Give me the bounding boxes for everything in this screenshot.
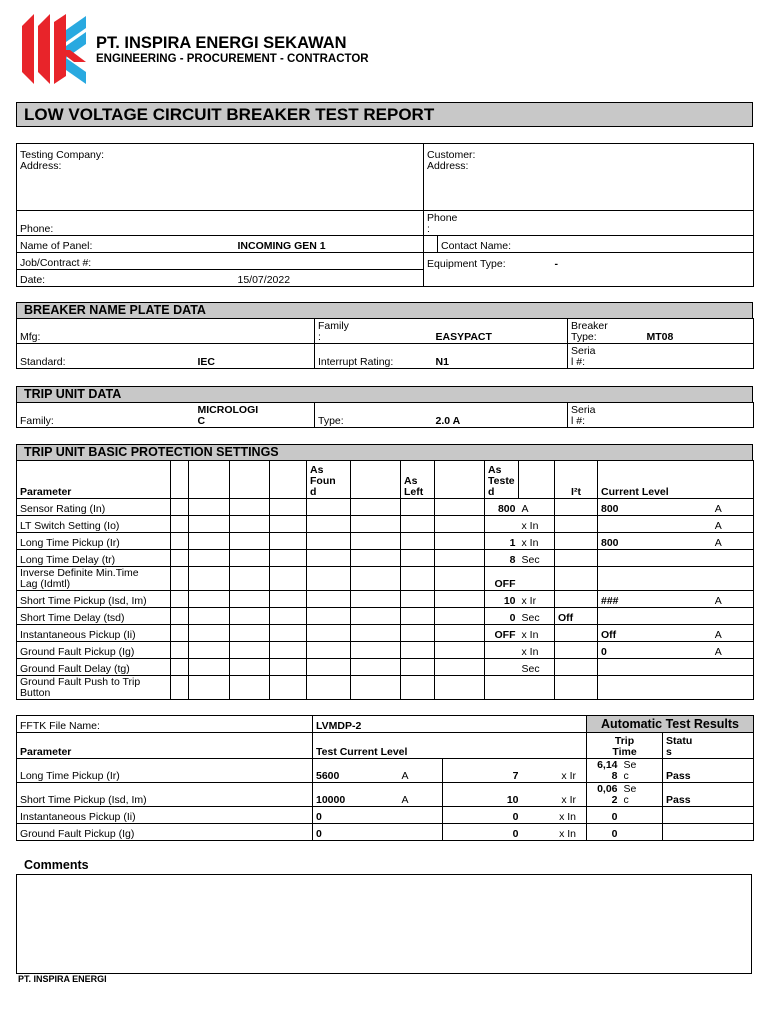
trip-serial-label: Seria l #: xyxy=(568,403,644,428)
empty-cell xyxy=(435,642,485,659)
empty-cell xyxy=(230,608,270,625)
customer-address-label: Address: xyxy=(424,161,754,211)
result-multiple: 10 xyxy=(443,783,527,807)
empty-cell xyxy=(230,550,270,567)
setting-current-unit: A xyxy=(684,591,754,608)
setting-i2t xyxy=(555,625,598,642)
family-label: Family : xyxy=(315,319,433,344)
footer-text: PT. INSPIRA ENERGI xyxy=(18,974,107,984)
setting-i2t xyxy=(555,642,598,659)
settings-row xyxy=(17,533,754,550)
empty-cell xyxy=(189,608,230,625)
result-current: 10000 xyxy=(313,783,399,807)
setting-current-level: Off xyxy=(598,625,684,642)
setting-unit: Sec xyxy=(519,550,555,567)
empty-cell xyxy=(401,550,435,567)
testing-company-label: Testing Company: xyxy=(17,144,424,161)
result-trip-unit: Se c xyxy=(621,759,663,783)
setting-current-unit: A xyxy=(684,533,754,550)
result-multiple-unit: x Ir xyxy=(527,759,587,783)
settings-section-title: TRIP UNIT BASIC PROTECTION SETTINGS xyxy=(16,444,753,461)
setting-unit: x Ir xyxy=(519,591,555,608)
empty-cell xyxy=(351,625,401,642)
date-value: 15/07/2022 xyxy=(235,270,424,287)
empty-cell xyxy=(435,676,485,700)
empty-cell xyxy=(230,659,270,676)
empty-cell xyxy=(401,625,435,642)
automatic-results-title: Automatic Test Results xyxy=(587,716,754,733)
company-name: PT. INSPIRA ENERGI SEKAWAN xyxy=(96,34,347,52)
setting-as-tested: 800 xyxy=(485,499,519,516)
general-info-table xyxy=(16,143,754,287)
setting-current-unit: A xyxy=(684,625,754,642)
result-current-unit xyxy=(399,824,443,841)
result-parameter: Instantaneous Pickup (Ii) xyxy=(17,807,313,824)
settings-row xyxy=(17,676,754,700)
result-current: 0 xyxy=(313,824,399,841)
results-header-current-level: Test Current Level xyxy=(313,733,587,759)
empty-cell xyxy=(171,516,189,533)
setting-current-level: 800 xyxy=(598,533,684,550)
setting-as-tested: 8 xyxy=(485,550,519,567)
setting-as-tested: 1 xyxy=(485,533,519,550)
results-header-trip-time: Trip Time xyxy=(587,733,663,759)
settings-header-as-left: As Left xyxy=(401,461,435,499)
empty-cell xyxy=(171,676,189,700)
settings-header-parameter: Parameter xyxy=(17,461,171,499)
setting-name: Instantaneous Pickup (Ii) xyxy=(17,625,171,642)
setting-as-tested: 10 xyxy=(485,591,519,608)
customer-label: Customer: xyxy=(424,144,754,161)
empty-cell xyxy=(230,625,270,642)
empty-cell xyxy=(351,499,401,516)
empty-cell xyxy=(171,591,189,608)
nameplate-section-title: BREAKER NAME PLATE DATA xyxy=(16,302,753,319)
comments-box[interactable] xyxy=(16,874,752,974)
standard-label: Standard: xyxy=(17,344,195,369)
empty-cell xyxy=(307,567,351,591)
interrupt-rating-value: N1 xyxy=(433,344,568,369)
result-parameter: Short Time Pickup (Isd, Im) xyxy=(17,783,313,807)
setting-as-tested: OFF xyxy=(485,625,519,642)
setting-unit: Sec xyxy=(519,608,555,625)
breaker-type-label: Breaker Type: xyxy=(568,319,644,344)
panel-name-label: Name of Panel: xyxy=(17,236,235,253)
empty-cell xyxy=(270,550,307,567)
empty-cell xyxy=(171,567,189,591)
empty-cell xyxy=(270,676,307,700)
empty-cell xyxy=(270,625,307,642)
result-status: Pass xyxy=(663,783,754,807)
trip-type-label: Type: xyxy=(315,403,433,428)
setting-as-tested xyxy=(485,676,519,700)
result-trip-time: 0 xyxy=(587,807,621,824)
setting-i2t xyxy=(555,567,598,591)
trip-unit-section-title: TRIP UNIT DATA xyxy=(16,386,753,403)
setting-name: Ground Fault Delay (tg) xyxy=(17,659,171,676)
empty-cell xyxy=(230,676,270,700)
empty-cell xyxy=(351,676,401,700)
setting-name: Sensor Rating (In) xyxy=(17,499,171,516)
empty-cell xyxy=(351,567,401,591)
empty-cell xyxy=(307,625,351,642)
contact-name-label: Contact Name: xyxy=(438,236,754,253)
setting-unit: A xyxy=(519,499,555,516)
result-current: 0 xyxy=(313,807,399,824)
empty-cell xyxy=(351,659,401,676)
setting-unit: x In xyxy=(519,642,555,659)
setting-current-unit: A xyxy=(684,516,754,533)
settings-row xyxy=(17,516,754,533)
settings-row xyxy=(17,550,754,567)
empty-cell xyxy=(270,659,307,676)
company-logo xyxy=(20,14,90,84)
setting-name: Short Time Delay (tsd) xyxy=(17,608,171,625)
empty-cell xyxy=(307,608,351,625)
settings-row xyxy=(17,499,754,516)
setting-name: Short Time Pickup (Isd, Im) xyxy=(17,591,171,608)
mfg-label: Mfg: xyxy=(17,319,195,344)
setting-i2t xyxy=(555,550,598,567)
setting-i2t: Off xyxy=(555,608,598,625)
setting-name: Long Time Pickup (Ir) xyxy=(17,533,171,550)
empty-cell xyxy=(189,642,230,659)
setting-current-unit xyxy=(684,567,754,591)
results-header-status: Statu s xyxy=(663,733,754,759)
empty-cell xyxy=(401,608,435,625)
setting-current-unit: A xyxy=(684,642,754,659)
empty-cell xyxy=(230,642,270,659)
empty-cell xyxy=(270,533,307,550)
empty-cell xyxy=(435,550,485,567)
company-tagline: ENGINEERING - PROCUREMENT - CONTRACTOR xyxy=(96,53,369,65)
empty-cell xyxy=(351,550,401,567)
setting-as-tested xyxy=(485,642,519,659)
empty-cell xyxy=(401,499,435,516)
setting-current-unit xyxy=(684,659,754,676)
setting-unit: x In xyxy=(519,516,555,533)
results-row xyxy=(17,759,754,783)
result-multiple: 7 xyxy=(443,759,527,783)
phone-label: Phone: xyxy=(17,211,424,236)
nameplate-table xyxy=(16,318,754,369)
equipment-type-label: Equipment Type: xyxy=(427,257,506,270)
result-multiple-unit: x In xyxy=(527,824,587,841)
settings-row xyxy=(17,608,754,625)
result-current-unit: A xyxy=(399,783,443,807)
empty-cell xyxy=(171,642,189,659)
settings-header-as-tested: As Teste d xyxy=(485,461,519,499)
results-row xyxy=(17,824,754,841)
setting-unit: x In xyxy=(519,533,555,550)
empty-cell xyxy=(435,591,485,608)
equipment-type-value: - xyxy=(554,257,559,270)
setting-unit xyxy=(519,567,555,591)
setting-name: Long Time Delay (tr) xyxy=(17,550,171,567)
empty-cell xyxy=(230,567,270,591)
settings-row xyxy=(17,625,754,642)
empty-cell xyxy=(171,625,189,642)
setting-current-level: 800 xyxy=(598,499,684,516)
setting-i2t xyxy=(555,533,598,550)
empty-cell xyxy=(435,625,485,642)
empty-cell xyxy=(307,516,351,533)
empty-cell xyxy=(189,591,230,608)
empty-cell xyxy=(401,659,435,676)
address-label: Address: xyxy=(17,161,424,211)
empty-cell xyxy=(307,499,351,516)
empty-cell xyxy=(351,608,401,625)
trip-family-value: MICROLOGI C xyxy=(195,403,315,428)
empty-cell xyxy=(307,642,351,659)
result-trip-time: 0 xyxy=(587,824,621,841)
empty-cell xyxy=(351,533,401,550)
empty-cell xyxy=(270,567,307,591)
setting-i2t xyxy=(555,591,598,608)
empty-cell xyxy=(401,591,435,608)
setting-current-level xyxy=(598,659,684,676)
empty-cell xyxy=(351,516,401,533)
setting-current-level xyxy=(598,608,684,625)
empty-cell xyxy=(435,533,485,550)
setting-unit: Sec xyxy=(519,659,555,676)
setting-current-level xyxy=(598,516,684,533)
result-trip-unit: Se c xyxy=(621,783,663,807)
setting-name: Ground Fault Push to Trip Button xyxy=(17,676,171,700)
empty-cell xyxy=(435,499,485,516)
empty-cell xyxy=(351,642,401,659)
empty-cell xyxy=(435,567,485,591)
setting-i2t xyxy=(555,676,598,700)
setting-name: LT Switch Setting (Io) xyxy=(17,516,171,533)
setting-as-tested xyxy=(485,516,519,533)
result-status xyxy=(663,824,754,841)
empty-cell xyxy=(307,659,351,676)
empty-cell xyxy=(171,533,189,550)
empty-cell xyxy=(189,550,230,567)
setting-current-level: 0 xyxy=(598,642,684,659)
report-title: LOW VOLTAGE CIRCUIT BREAKER TEST REPORT xyxy=(16,102,753,127)
results-row xyxy=(17,783,754,807)
empty-cell xyxy=(401,676,435,700)
result-multiple-unit: x Ir xyxy=(527,783,587,807)
setting-as-tested: 0 xyxy=(485,608,519,625)
settings-row xyxy=(17,642,754,659)
empty-cell xyxy=(270,642,307,659)
setting-name: Ground Fault Pickup (Ig) xyxy=(17,642,171,659)
result-multiple: 0 xyxy=(443,824,527,841)
comments-label: Comments xyxy=(24,858,89,872)
interrupt-rating-label: Interrupt Rating: xyxy=(315,344,433,369)
settings-header-as-found: As Foun d xyxy=(307,461,351,499)
customer-phone-label: Phone : xyxy=(424,211,754,236)
empty-cell xyxy=(307,591,351,608)
setting-unit: x In xyxy=(519,625,555,642)
result-trip-unit xyxy=(621,807,663,824)
empty-cell xyxy=(307,676,351,700)
standard-value: IEC xyxy=(195,344,315,369)
setting-name: Inverse Definite Min.Time Lag (Idmtl) xyxy=(17,567,171,591)
empty-cell xyxy=(171,608,189,625)
setting-unit xyxy=(519,676,555,700)
setting-as-tested: OFF xyxy=(485,567,519,591)
results-header-parameter: Parameter xyxy=(17,733,313,759)
empty-cell xyxy=(171,499,189,516)
results-row xyxy=(17,807,754,824)
setting-current-unit xyxy=(684,608,754,625)
setting-current-level xyxy=(598,567,684,591)
empty-cell xyxy=(307,550,351,567)
setting-as-tested xyxy=(485,659,519,676)
serial-label: Seria l #: xyxy=(568,344,644,369)
setting-i2t xyxy=(555,659,598,676)
breaker-type-value: MT08 xyxy=(644,319,754,344)
result-multiple: 0 xyxy=(443,807,527,824)
result-parameter: Long Time Pickup (Ir) xyxy=(17,759,313,783)
fftk-file-label: FFTK File Name: xyxy=(17,716,313,733)
settings-header-current-level: Current Level xyxy=(598,461,754,499)
result-trip-time: 0,06 2 xyxy=(587,783,621,807)
empty-cell xyxy=(401,567,435,591)
fftk-file-value: LVMDP-2 xyxy=(313,716,527,733)
trip-family-label: Family: xyxy=(17,403,195,428)
settings-table xyxy=(16,460,754,700)
empty-cell xyxy=(230,516,270,533)
empty-cell xyxy=(189,567,230,591)
empty-cell xyxy=(230,499,270,516)
settings-row xyxy=(17,591,754,608)
setting-i2t xyxy=(555,499,598,516)
trip-unit-table xyxy=(16,402,754,428)
empty-cell xyxy=(189,499,230,516)
empty-cell xyxy=(401,533,435,550)
panel-name-value: INCOMING GEN 1 xyxy=(235,236,424,253)
empty-cell xyxy=(435,516,485,533)
empty-cell xyxy=(189,516,230,533)
result-current-unit xyxy=(399,807,443,824)
result-trip-time: 6,14 8 xyxy=(587,759,621,783)
empty-cell xyxy=(171,659,189,676)
empty-cell xyxy=(171,550,189,567)
setting-current-unit xyxy=(684,550,754,567)
result-status: Pass xyxy=(663,759,754,783)
empty-cell xyxy=(270,608,307,625)
empty-cell xyxy=(435,659,485,676)
result-current: 5600 xyxy=(313,759,399,783)
result-status xyxy=(663,807,754,824)
empty-cell xyxy=(189,533,230,550)
empty-cell xyxy=(351,591,401,608)
empty-cell xyxy=(230,591,270,608)
settings-row xyxy=(17,659,754,676)
job-contract-label: Job/Contract #: xyxy=(17,253,424,270)
family-value: EASYPACT xyxy=(433,319,568,344)
setting-i2t xyxy=(555,516,598,533)
empty-cell xyxy=(270,516,307,533)
result-parameter: Ground Fault Pickup (Ig) xyxy=(17,824,313,841)
result-trip-unit xyxy=(621,824,663,841)
trip-type-value: 2.0 A xyxy=(433,403,568,428)
results-table xyxy=(16,715,754,841)
result-current-unit: A xyxy=(399,759,443,783)
settings-row xyxy=(17,567,754,591)
settings-header-i2t: I²t xyxy=(555,461,598,499)
setting-current-level xyxy=(598,676,684,700)
setting-current-unit: A xyxy=(684,499,754,516)
result-multiple-unit: x In xyxy=(527,807,587,824)
empty-cell xyxy=(189,676,230,700)
setting-current-level: ### xyxy=(598,591,684,608)
date-label: Date: xyxy=(17,270,235,287)
setting-current-unit xyxy=(684,676,754,700)
empty-cell xyxy=(435,608,485,625)
empty-cell xyxy=(230,533,270,550)
empty-cell xyxy=(401,516,435,533)
empty-cell xyxy=(401,642,435,659)
empty-cell xyxy=(307,533,351,550)
empty-cell xyxy=(270,591,307,608)
setting-current-level xyxy=(598,550,684,567)
empty-cell xyxy=(270,499,307,516)
empty-cell xyxy=(189,625,230,642)
empty-cell xyxy=(189,659,230,676)
